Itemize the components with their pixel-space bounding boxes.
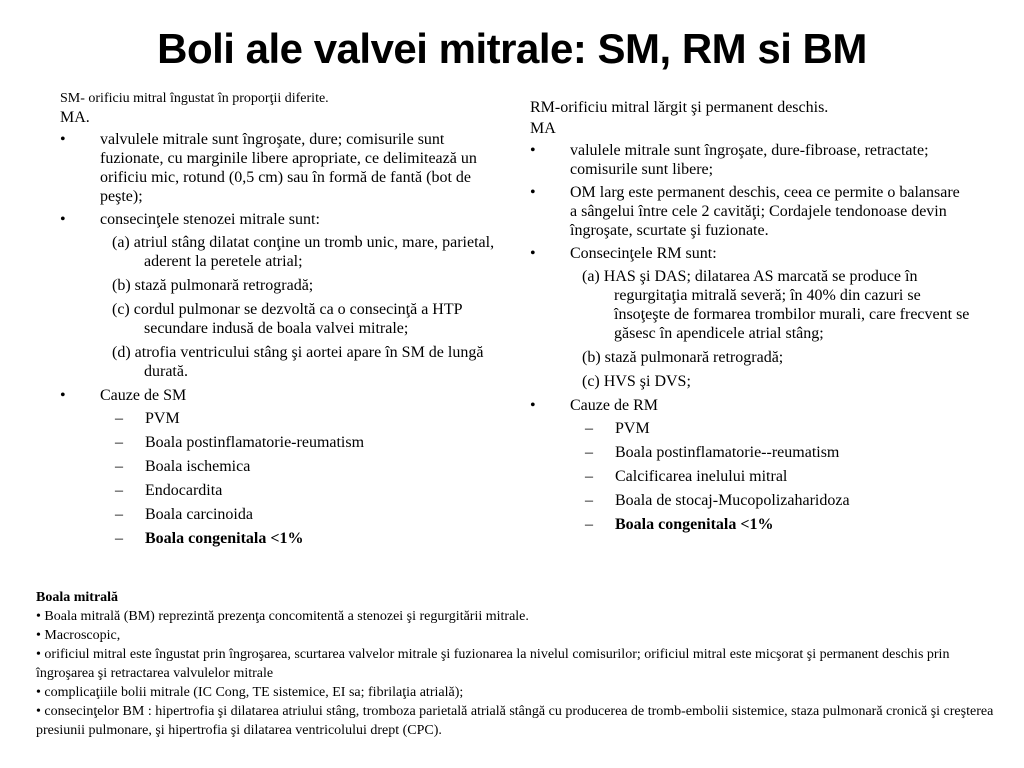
sm-causes-label: Cauze de SM (100, 387, 187, 404)
sm-cause-item (60, 409, 500, 428)
dash-marker: – (115, 482, 123, 499)
rm-cause-item (530, 515, 970, 534)
rm-cause-text: Calcificarea inelului mitral (615, 468, 788, 485)
sm-cause-item (60, 433, 500, 452)
rm-cause-item (530, 443, 970, 462)
sm-consequence-a-text: (a) atriul stâng dilatat conţine un tromb unic, mare, parietal, aderent la peretele atrial; (112, 234, 495, 270)
sm-cause-text: Boala postinflamatorie-reumatism (145, 434, 365, 451)
rm-causes-label: Cauze de RM (570, 397, 658, 414)
dash-marker: – (585, 468, 593, 485)
sm-consequence-c (60, 300, 500, 338)
bullet-marker: • (530, 245, 536, 262)
sm-cause-item (60, 481, 500, 500)
sm-cause-text: Boala ischemica (145, 458, 251, 475)
rm-cause-text: PVM (615, 420, 650, 437)
rm-bullet-valves-text: valulele mitrale sunt îngroşate, dure-fibroase, retractate; comisurile sunt libere; (570, 142, 929, 178)
sm-cause-text-congenital: Boala congenitala <1% (145, 530, 304, 547)
rm-consequence-c (530, 372, 970, 391)
rm-bullet-consequences-text: Consecinţele RM sunt: (570, 245, 717, 262)
bm-heading: Boala mitrală (36, 590, 119, 605)
sm-ma-label: MA. (60, 109, 90, 126)
sm-cause-text: Boala carcinoida (145, 506, 253, 523)
bm-line-consequences: • consecinţelor BM : hipertrofia şi dilatarea atriului stâng, tromboza parietală atrială stângă cu producerea de tromb-embolii sistemice, staza pulmonară cronică şi creşterea presiunii pulmonare, şi hipertrofia şi dilatarea ventricolului drept (CPC). (36, 704, 994, 738)
sm-bullet-consequences (60, 210, 500, 229)
dash-marker: – (585, 444, 593, 461)
slide-title: Boli ale valvei mitrale: SM, RM si BM (157, 25, 867, 72)
sm-consequence-b-text: (b) stază pulmonară retrogradă; (112, 277, 314, 294)
rm-cause-item (530, 467, 970, 486)
sm-bullet-valves (60, 130, 500, 206)
rm-definition: RM-orificiu mitral lărgit şi permanent deschis. (530, 99, 829, 116)
sm-cause-item (60, 457, 500, 476)
sm-cause-text: PVM (145, 410, 180, 427)
rm-consequence-b-text: (b) stază pulmonară retrogradă; (582, 349, 784, 366)
sm-consequence-c-text: (c) cordul pulmonar se dezvoltă ca o consecinţă a HTP secundare indusă de boala valvei mitrale; (112, 301, 462, 337)
rm-bullet-orifice (530, 183, 970, 240)
sm-definition: SM- orificiu mitral îngustat în proporţii diferite. (60, 91, 329, 106)
sm-consequence-a (60, 233, 500, 271)
sm-bullet-valves-text: valvulele mitrale sunt îngroşate, dure; comisurile sunt fuzionate, cu marginile libere apropriate, ce delimitează un orificiu mic, rotund (0,5 cm) sau în formă de fantă (bot de peşte); (100, 131, 477, 205)
rm-consequence-a-text: (a) HAS şi DAS; dilatarea AS marcată se produce în regurgitaţia mitrală severă; în 40% din cazuri se însoţeşte de formarea trombilor murali, care frecvent se găsesc în apendicele atrial stâng; (582, 268, 970, 342)
rm-cause-item (530, 419, 970, 438)
bm-line-macroscopic: • Macroscopic, (36, 628, 121, 643)
bullet-marker: • (60, 131, 66, 148)
bullet-marker: • (530, 184, 536, 201)
rm-consequence-c-text: (c) HVS şi DVS; (582, 373, 691, 390)
sm-cause-item (60, 529, 500, 548)
dash-marker: – (115, 530, 123, 547)
sm-consequence-d (60, 343, 500, 381)
rm-cause-text: Boala postinflamatorie--reumatism (615, 444, 840, 461)
bullet-marker: • (60, 387, 66, 404)
bm-line-definition: • Boala mitrală (BM) reprezintă prezenţa concomitentă a stenozei şi regurgitării mitrale. (36, 609, 529, 624)
dash-marker: – (115, 506, 123, 523)
dash-marker: – (585, 492, 593, 509)
rm-consequence-b (530, 348, 970, 367)
rm-bullet-causes (530, 396, 970, 415)
dash-marker: – (115, 410, 123, 427)
bullet-marker: • (530, 397, 536, 414)
sm-cause-item (60, 505, 500, 524)
bullet-marker: • (530, 142, 536, 159)
rm-cause-item (530, 491, 970, 510)
dash-marker: – (585, 420, 593, 437)
dash-marker: – (115, 434, 123, 451)
dash-marker: – (585, 516, 593, 533)
right-column-rm (530, 98, 970, 539)
sm-consequence-d-text: (d) atrofia ventricului stâng şi aortei apare în SM de lungă durată. (112, 344, 484, 380)
sm-cause-text: Endocardita (145, 482, 223, 499)
sm-bullet-consequences-text: consecinţele stenozei mitrale sunt: (100, 211, 320, 228)
rm-bullet-valves (530, 141, 970, 179)
dash-marker: – (115, 458, 123, 475)
rm-cause-text: Boala de stocaj-Mucopolizaharidoza (615, 492, 850, 509)
bm-line-complications: • complicaţiile bolii mitrale (IC Cong, TE sistemice, EI sa; fibrilaţia atrială); (36, 685, 464, 700)
rm-bullet-orifice-text: OM larg este permanent deschis, ceea ce permite o balansare a sângelui între cele 2 cavităţi; Cordajele tendonoase devin îngroşate, scurtate şi fuzionate. (570, 184, 960, 239)
sm-consequence-b (60, 276, 500, 295)
sm-bullet-causes (60, 386, 500, 405)
bm-section (36, 588, 996, 740)
rm-consequence-a (530, 267, 970, 343)
left-column-sm (60, 90, 500, 553)
rm-bullet-consequences (530, 244, 970, 263)
bm-line-orifice: • orificiul mitral este îngustat prin îngroşarea, scurtarea valvelor mitrale şi fuzionarea la nivelul comisurilor; orificiul mitral este micşorat şi permanent deschis prin îngroşarea şi retractarea valvulelor mitrale (36, 647, 950, 681)
rm-cause-text-congenital: Boala congenitala <1% (615, 516, 774, 533)
rm-ma-label: MA (530, 120, 556, 137)
bullet-marker: • (60, 211, 66, 228)
